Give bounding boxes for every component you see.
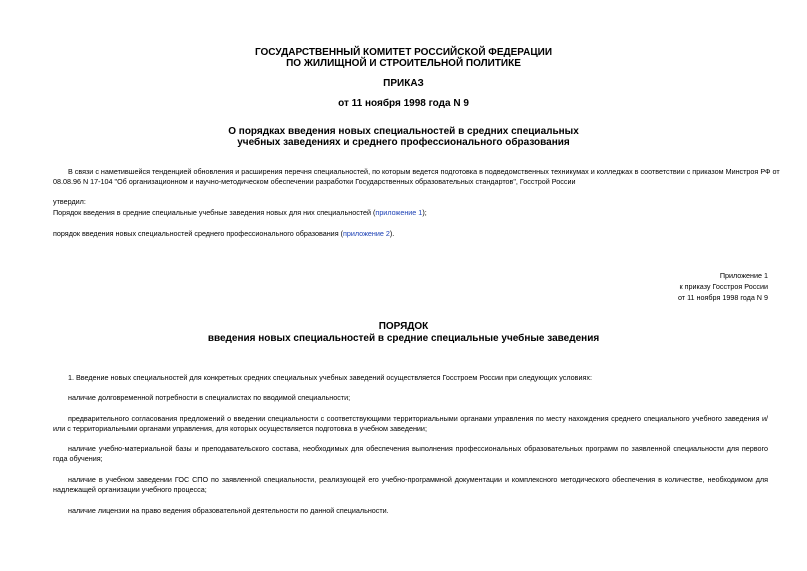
appendix-1-link[interactable]: приложение 1 bbox=[375, 208, 423, 217]
doc-type: ПРИКАЗ bbox=[383, 78, 424, 89]
appendix-2-link[interactable]: приложение 2 bbox=[342, 229, 390, 238]
appendix-ref-line2: к приказу Госстроя России bbox=[679, 282, 768, 291]
preamble-line1: В связи с наметившейся тенденцией обновления и расширения перечня специальностей, по которым ведется подготовка в подведомственных техникумах и колледжах в соответствии с приказом Минстроя РФ от bbox=[68, 167, 780, 176]
preamble-line2: 08.08.96 N 17-104 "Об организационном и научно-методическом обеспечении разработки Государственных образовательных стандартов", Госстрой России bbox=[53, 177, 576, 186]
approve-item-2-text: порядок введения новых специальностей среднего профессионального образования ( bbox=[53, 229, 343, 238]
approve-item-2 bbox=[53, 229, 394, 239]
doc-date-number: от 11 ноября 1998 года N 9 bbox=[338, 98, 469, 109]
order-paragraph-3: предварительного согласования предложений о введении специальности с соответствующими территориальными органами управления по месту нахождения среднего специального учебного заведения и/или с территориальными органами управления, для которых осуществляется подготовка в учебном заведении; bbox=[53, 414, 768, 434]
org-name-line1: ГОСУДАРСТВЕННЫЙ КОМИТЕТ РОССИЙСКОЙ ФЕДЕРАЦИИ bbox=[254, 47, 553, 58]
approve-item-2-end: ). bbox=[389, 229, 395, 238]
appendix-ref-line1: Приложение 1 bbox=[719, 271, 768, 280]
order-title: ПОРЯДОК bbox=[378, 321, 429, 332]
order-paragraph-1: 1. Введение новых специальностей для конкретных средних специальных учебных заведений осуществляется Госстроем России при следующих условиях: bbox=[68, 373, 592, 382]
order-paragraph-2: наличие долговременной потребности в специалистах по вводимой специальности; bbox=[68, 393, 351, 402]
appendix-ref-line3: от 11 ноября 1998 года N 9 bbox=[677, 293, 768, 302]
approve-item-1-text: Порядок введения в средние специальные учебные заведения новых для них специальностей ( bbox=[53, 208, 376, 217]
order-paragraph-5: наличие в учебном заведении ГОС СПО по заявленной специальности, реализующей его учебно-программной документации и комплексного методического обеспечения в количестве, необходимом для надлежащей организации учебного процесса; bbox=[53, 475, 768, 495]
org-name-line2: ПО ЖИЛИЩНОЙ И СТРОИТЕЛЬНОЙ ПОЛИТИКЕ bbox=[286, 58, 521, 69]
order-paragraph-4: наличие учебно-материальной базы и преподавательского состава, необходимых для обеспечения выполнения профессиональных образовательных программ по заявленной специальности для первого года обучения; bbox=[53, 444, 768, 464]
order-subtitle: введения новых специальностей в средние специальные учебные заведения bbox=[207, 333, 600, 344]
doc-title-line2: учебных заведениях и среднего профессионального образования bbox=[237, 137, 570, 148]
order-paragraph-6: наличие лицензии на право ведения образовательной деятельности по данной специальности. bbox=[68, 506, 389, 515]
approve-label: утвердил: bbox=[53, 197, 86, 206]
approve-item-1-end: ); bbox=[422, 208, 427, 217]
doc-title-line1: О порядках введения новых специальностей в средних специальных bbox=[228, 126, 579, 137]
approve-item-1 bbox=[53, 208, 427, 218]
